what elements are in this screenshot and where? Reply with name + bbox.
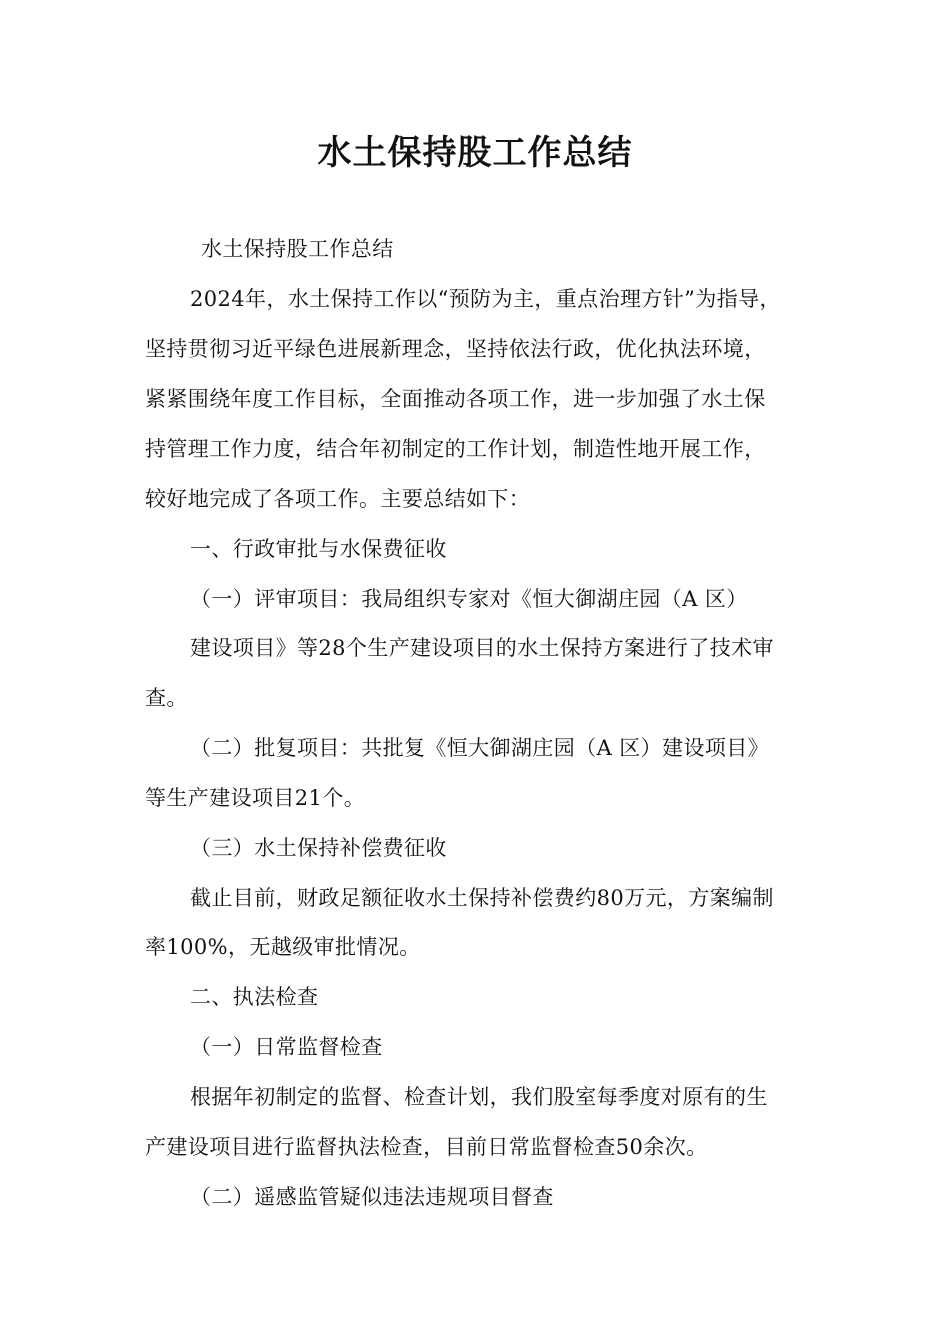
- document-title: 水土保持股工作总结: [317, 133, 633, 173]
- paragraph-line: 较好地完成了各项工作。主要总结如下：: [145, 487, 531, 511]
- subsection-heading: （三）水土保持补偿费征收: [190, 836, 447, 860]
- paragraph-line: 紧紧围绕年度工作目标，全面推动各项工作，进一步加强了水土保: [145, 387, 766, 411]
- paragraph-line: 等生产建设项目21个。: [145, 786, 366, 810]
- subtitle-line: 水土保持股工作总结: [201, 237, 394, 261]
- paragraph-line: 产建设项目进行监督执法检查，目前日常监督检查50余次。: [145, 1135, 708, 1159]
- paragraph-line: 截止目前，财政足额征收水土保持补偿费约80万元，方案编制: [190, 886, 774, 910]
- subsection-heading: （二）批复项目：共批复《恒大御湖庄园（A 区）建设项目》: [190, 736, 770, 760]
- paragraph-line: 坚持贯彻习近平绿色进展新理念，坚持依法行政，优化执法环境，: [145, 337, 766, 361]
- paragraph-line: 持管理工作力度，结合年初制定的工作计划，制造性地开展工作，: [145, 437, 766, 461]
- subsection-heading: （二）遥感监管疑似违法违规项目督查: [190, 1185, 554, 1209]
- subsection-heading: （一）日常监督检查: [190, 1035, 383, 1059]
- paragraph-line: 建设项目》等28个生产建设项目的水土保持方案进行了技术审: [190, 636, 774, 660]
- section-heading: 二、执法检查: [190, 985, 319, 1009]
- paragraph-line: 2024年，水土保持工作以“预防为主，重点治理方针”为指导，: [190, 287, 781, 311]
- section-heading: 一、行政审批与水保费征收: [190, 537, 447, 561]
- paragraph-line: 率100%，无越级审批情况。: [145, 935, 421, 959]
- paragraph-line: 根据年初制定的监督、检查计划，我们股室每季度对原有的生: [190, 1085, 768, 1109]
- subsection-heading: （一）评审项目：我局组织专家对《恒大御湖庄园（A 区）: [190, 587, 748, 611]
- paragraph-line: 查。: [145, 686, 188, 710]
